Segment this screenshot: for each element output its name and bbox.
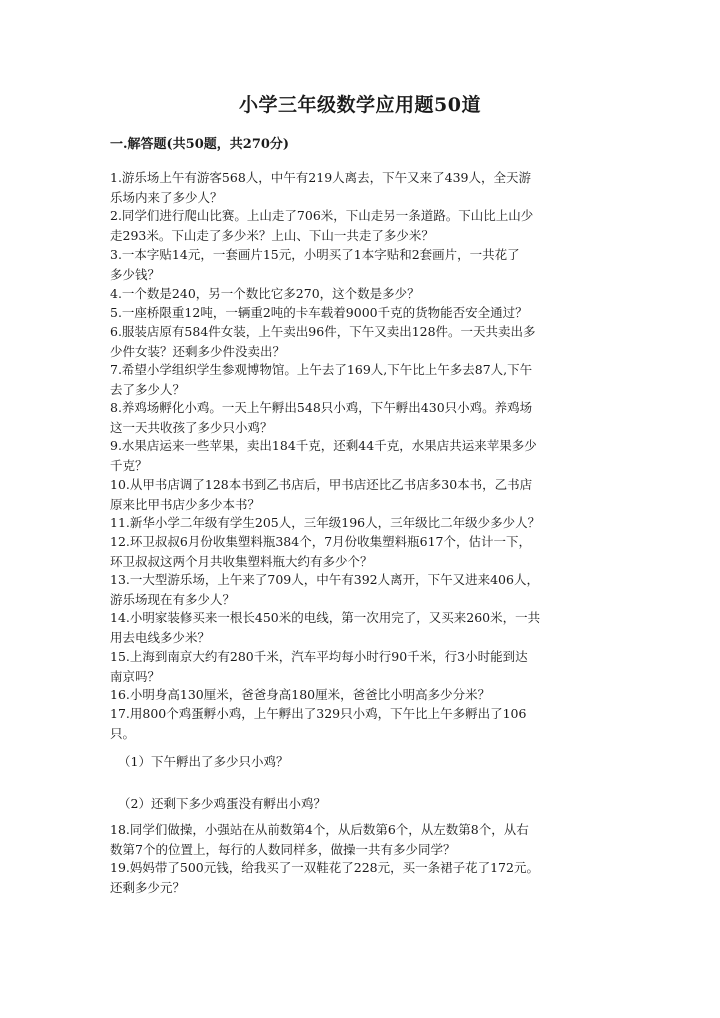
question-line: 还剩多少元？ (110, 879, 186, 895)
question-item (110, 647, 610, 686)
question-item (110, 303, 610, 323)
question-line: 数第7个的位置上，每行的人数同样多，做操一共有多少同学？ (110, 841, 456, 857)
question-item (110, 704, 610, 743)
question-line: 4.一个数是240，另一个数比它多270，这个数是多少？ (110, 286, 420, 301)
question-line: （2）还剩下多少鸡蛋没有孵出小鸡？ (118, 796, 326, 811)
question-line: 5.一座桥限重12吨，一辆重2吨的卡车载着9000千克的货物能否安全通过？ (110, 305, 528, 320)
question-item (110, 608, 610, 647)
question-item (110, 570, 610, 609)
question-line: 去了多少人？ (110, 381, 186, 397)
question-item (118, 752, 618, 772)
question-item (118, 794, 618, 814)
question-line: 南京吗？ (110, 668, 161, 684)
question-line: 8.养鸡场孵化小鸡。一天上午孵出548只小鸡，下午孵出430只小鸡。养鸡场 (110, 400, 533, 415)
question-item (110, 284, 610, 304)
question-line: （1）下午孵出了多少只小鸡？ (118, 754, 289, 769)
question-line: 15.上海到南京大约有280千米，汽车平均每小时行90千米，行3小时能到达 (110, 649, 528, 664)
question-item (110, 475, 610, 514)
question-line: 环卫叔叔这两个月共收集塑料瓶大约有多少个？ (110, 553, 373, 569)
question-line: 用去电线多少米？ (110, 629, 211, 645)
question-item (110, 513, 610, 533)
question-line: 走293米。下山走了多少米？上山、下山一共走了多少米？ (110, 227, 434, 243)
question-line: 17.用800个鸡蛋孵小鸡，上午孵出了329只小鸡，下午比上午多孵出了106 (110, 706, 527, 721)
question-line: 7.希望小学组织学生参观博物馆。上午去了169人,下午比上午多去87人,下午 (110, 362, 533, 377)
question-item (110, 206, 610, 245)
question-item (110, 360, 610, 399)
question-line: 12.环卫叔叔6月份收集塑料瓶384个，7月份收集塑料瓶617个，估计一下， (110, 534, 532, 549)
question-item (110, 436, 610, 475)
question-item (110, 685, 610, 705)
question-line: 乐场内来了多少人？ (110, 189, 223, 205)
question-line: 这一天共收孩了多少只小鸡？ (110, 419, 273, 435)
question-line: 14.小明家装修买来一根长450米的电线，第一次用完了，又买来260米，一共 (110, 610, 541, 625)
question-line: 游乐场现在有多少人？ (110, 591, 236, 607)
question-line: 6.服装店原有584件女装，上午卖出96件，下午又卖出128件。一天共卖出多 (110, 324, 536, 339)
page-title: 小学三年级数学应用题50道 (239, 94, 481, 116)
question-line: 2.同学们进行爬山比赛。上山走了706米，下山走另一条道路。下山比上山少 (110, 208, 534, 223)
question-item (110, 168, 610, 207)
question-line: 3.一本字贴14元，一套画片15元，小明买了1本字贴和2套画片，一共花了 (110, 247, 520, 262)
question-line: 只。 (110, 725, 136, 741)
question-line: 10.从甲书店调了128本书到乙书店后，甲书店还比乙书店多30本书，乙书店 (110, 477, 533, 492)
question-line: 1.游乐场上午有游客568人，中午有219人离去，下午又来了439人，全天游 (110, 170, 532, 185)
question-line: 13.一大型游乐场，上午来了709人，中午有392人离开，下午又进来406人， (110, 572, 539, 587)
question-item (110, 858, 610, 897)
question-line: 少件女装？还剩多少件没卖出？ (110, 343, 286, 359)
question-item (110, 532, 610, 571)
question-item (110, 322, 610, 361)
question-item (110, 245, 610, 284)
question-line: 19.妈妈带了500元钱，给我买了一双鞋花了228元，买一条裙子花了172元。 (110, 860, 539, 875)
question-line: 多少钱？ (110, 266, 161, 282)
question-line: 9.水果店运来一些苹果，卖出184千克，还剩44千克，水果店共运来苹果多少 (110, 438, 537, 453)
question-line: 原来比甲书店少多少本书？ (110, 496, 261, 512)
question-line: 11.新华小学二年级有学生205人，三年级196人，三年级比二年级少多少人？ (110, 515, 541, 530)
question-line: 千克？ (110, 457, 148, 473)
question-line: 18.同学们做操，小强站在从前数第4个，从后数第6个，从左数第8个，从右 (110, 822, 529, 837)
question-line: 16.小明身高130厘米，爸爸身高180厘米，爸爸比小明高多少分米？ (110, 687, 491, 702)
question-item (110, 820, 610, 859)
question-item (110, 398, 610, 437)
section-heading: 一.解答题(共50题，共270分) (110, 137, 290, 152)
